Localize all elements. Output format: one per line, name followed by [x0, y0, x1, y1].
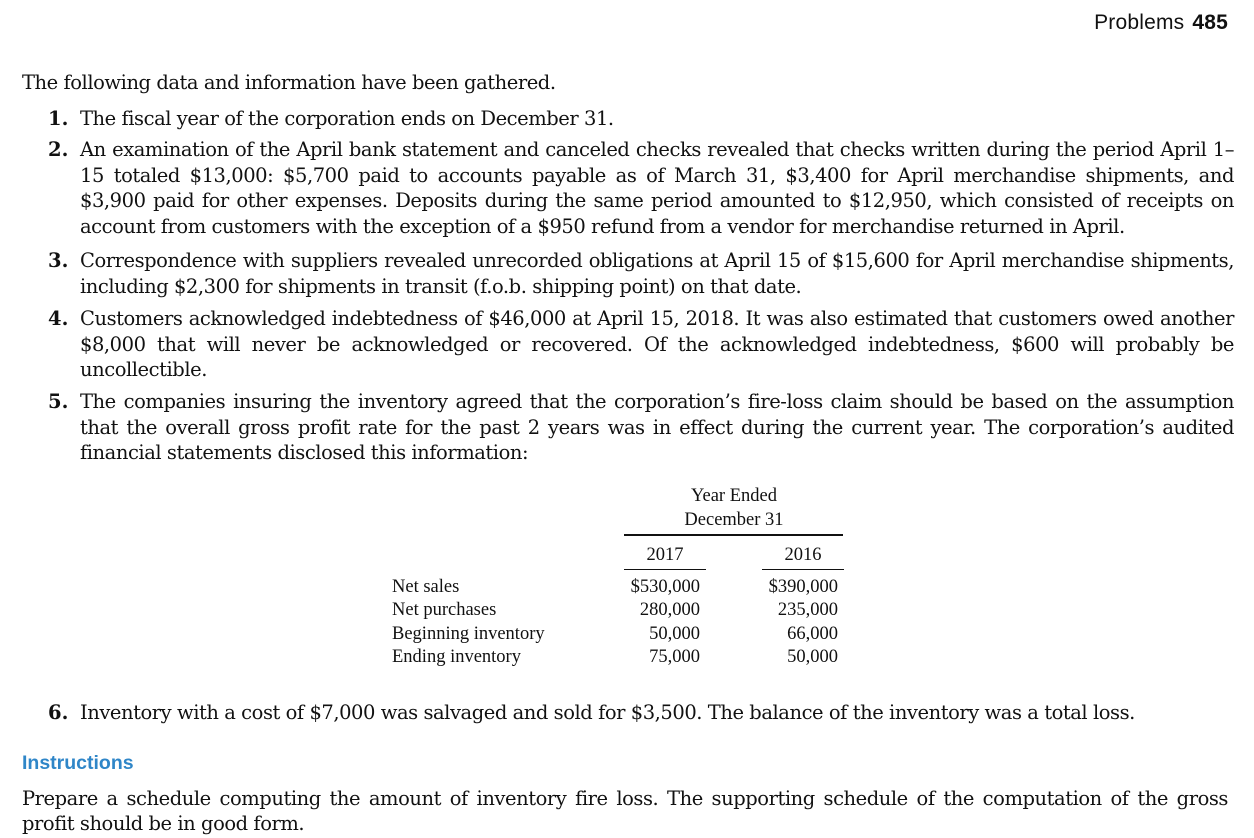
list-item-4 [48, 306, 1234, 383]
row-label-net-purchases: Net purchases [392, 600, 497, 620]
list-item-6 [48, 700, 1234, 726]
item-number: 4. [48, 307, 69, 330]
row-label-beginning-inventory: Beginning inventory [392, 624, 545, 644]
cell-beginning-inventory-2016: 66,000 [787, 624, 838, 644]
item-text: Inventory with a cost of $7,000 was salvaged and sold for $3,500. The balance of the inventory was a total loss. [80, 701, 1135, 724]
cell-net-purchases-2017: 280,000 [639, 600, 700, 620]
item-number: 5. [48, 390, 69, 413]
cell-ending-inventory-2017: 75,000 [649, 647, 700, 667]
cell-beginning-inventory-2017: 50,000 [649, 624, 700, 644]
table-header-line1: Year Ended [691, 486, 777, 506]
column-header-2016: 2016 [784, 545, 822, 565]
instructions-text: Prepare a schedule computing the amount of inventory fire loss. The supporting schedule of the computation of the gross profit should be in good form. [22, 787, 1228, 835]
item-number: 1. [48, 107, 69, 130]
page-header [1094, 11, 1228, 35]
page-number: 485 [1192, 11, 1228, 34]
column-rule-2017 [624, 569, 706, 570]
column-header-2017: 2017 [646, 545, 684, 565]
item-number: 2. [48, 138, 69, 161]
list-item-5 [48, 389, 1234, 466]
row-label-net-sales: Net sales [392, 577, 460, 597]
section-title: Problems [1094, 11, 1185, 34]
cell-net-purchases-2016: 235,000 [777, 600, 838, 620]
item-text: The fiscal year of the corporation ends on December 31. [80, 107, 614, 130]
cell-net-sales-2017: $530,000 [630, 577, 700, 597]
item-text: An examination of the April bank statement and canceled checks revealed that checks written during the period April 1–15 totaled $13,000: $5,700 paid to accounts payable as of March 31, $3,400 for April merchandise shipments, and $3,900 paid for other expenses. Deposits during the same period amounted to $12,950, which consisted of receipts on account from customers with the exception of a $950 refund from a vendor for merchandise returned in April. [80, 138, 1234, 238]
intro-text: The following data and information have been gathered. [22, 71, 556, 94]
item-text: Customers acknowledged indebtedness of $46,000 at April 15, 2018. It was also estimated that customers owed another $8,000 that will never be acknowledged or recovered. Of the acknowledged indebtedness, $600 will probably be uncollectible. [80, 307, 1234, 381]
item-number: 6. [48, 701, 69, 724]
header-rule [624, 534, 843, 536]
item-number: 3. [48, 249, 69, 272]
item-text: Correspondence with suppliers revealed unrecorded obligations at April 15 of $15,600 for April merchandise shipments, including $2,300 for shipments in transit (f.o.b. shipping point) on that date. [80, 249, 1234, 298]
list-item-3 [48, 248, 1234, 299]
list-item-2 [48, 137, 1234, 239]
list-item-1 [48, 106, 1234, 132]
cell-ending-inventory-2016: 50,000 [787, 647, 838, 667]
instructions-heading: Instructions [22, 752, 134, 774]
table-header-line2: December 31 [684, 510, 784, 530]
item-text: The companies insuring the inventory agreed that the corporation’s fire-loss claim should be based on the assumption that the overall gross profit rate for the past 2 years was in effect during the current year. The corporation’s audited financial statements disclosed this information: [80, 390, 1234, 464]
row-label-ending-inventory: Ending inventory [392, 647, 521, 667]
cell-net-sales-2016: $390,000 [768, 577, 838, 597]
column-rule-2016 [762, 569, 844, 570]
